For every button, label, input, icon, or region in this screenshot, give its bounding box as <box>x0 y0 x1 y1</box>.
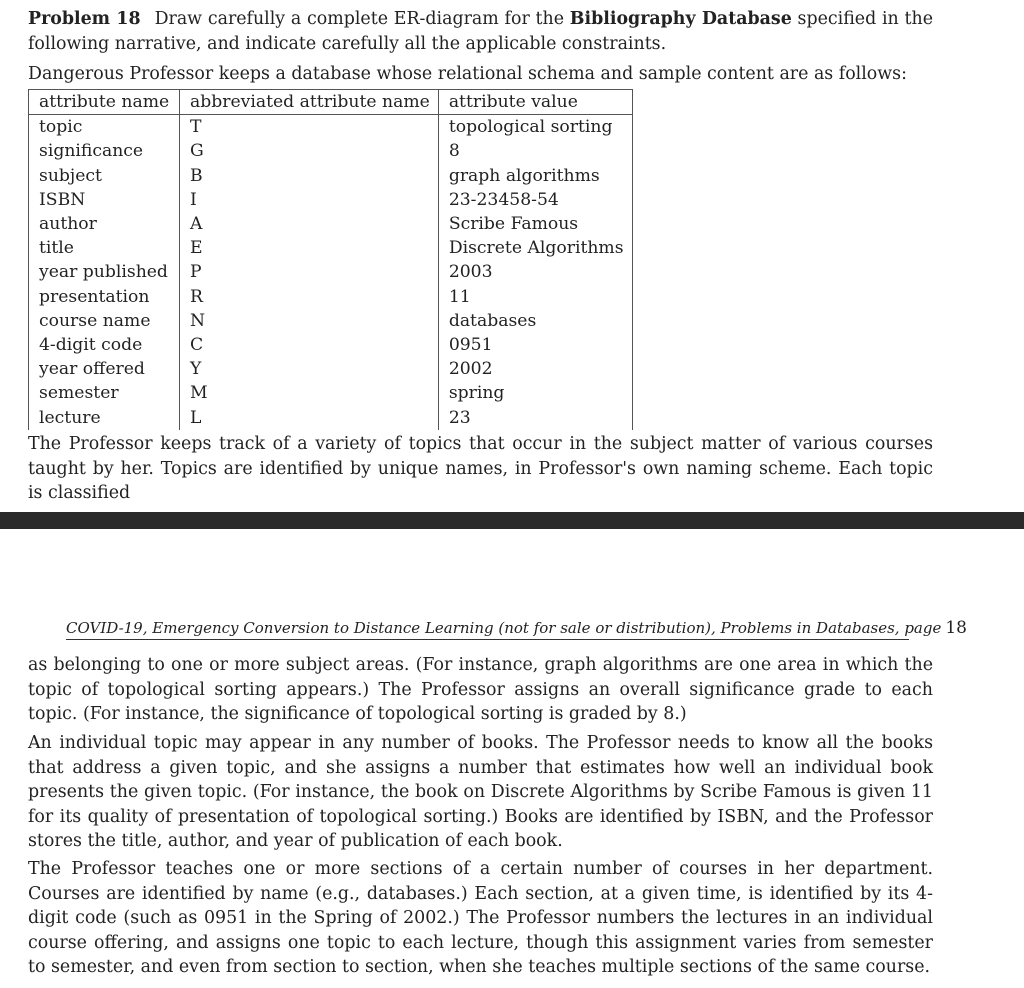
problem-label: Problem 18 <box>28 9 141 29</box>
narrative-top: The Professor keeps track of a variety of topics that occur in the subject matter of various courses taught by her. Topics are identified by unique names, in Professor's own naming scheme. Each topic is classified <box>28 434 933 503</box>
attribute-value: 8 <box>438 139 632 163</box>
attribute-name: lecture <box>29 406 180 430</box>
page-divider <box>0 512 1024 529</box>
paragraph-courses: The Professor teaches one or more sections of a certain number of courses in her department. Courses are identified by name (e.g., databases.) Each section, at a given time, is identified by its 4-digit code (such as 0951 in the Spring of 2002.) The Professor numbers the lectures in an individual course offering, and assigns one topic to each lecture, though this assignment varies from semester to semester, and even from section to section, when she teaches multiple sections of the same course. <box>28 859 933 977</box>
attribute-name: year published <box>29 260 180 284</box>
attribute-abbrev: Y <box>180 357 439 381</box>
attribute-abbrev: R <box>180 285 439 309</box>
attribute-abbrev: I <box>180 188 439 212</box>
schema-table <box>28 89 633 430</box>
attribute-value: graph algorithms <box>438 164 632 188</box>
attribute-value: 2002 <box>438 357 632 381</box>
table-row <box>29 139 633 163</box>
attribute-value: 2003 <box>438 260 632 284</box>
schema-header-row <box>29 90 633 115</box>
table-row <box>29 381 633 405</box>
header-attribute-name: attribute name <box>29 90 180 115</box>
attribute-abbrev: N <box>180 309 439 333</box>
page-number: 18 <box>945 618 967 638</box>
attribute-abbrev: G <box>180 139 439 163</box>
table-row <box>29 236 633 260</box>
attribute-name: topic <box>29 115 180 140</box>
attribute-abbrev: M <box>180 381 439 405</box>
paragraph-books: An individual topic may appear in any number of books. The Professor needs to know all the books that address a given topic, and she assigns a number that estimates how well an individual book presents the given topic. (For instance, the book on Discrete Algorithms by Scribe Famous is given 11 for its quality of presentation of topological sorting.) Books are identified by ISBN, and the Professor stores the title, author, and year of publication of each book. <box>28 733 933 851</box>
page-header <box>66 617 967 640</box>
problem-text-a: Draw carefully a complete <box>154 9 394 29</box>
attribute-value: 23-23458-54 <box>438 188 632 212</box>
problem-text-db: Bibliography Database <box>569 9 792 29</box>
attribute-name: course name <box>29 309 180 333</box>
table-row <box>29 260 633 284</box>
attribute-name: title <box>29 236 180 260</box>
attribute-name: 4-digit code <box>29 333 180 357</box>
header-abbreviated-name: abbreviated attribute name <box>180 90 439 115</box>
schema-body <box>29 115 633 430</box>
header-attribute-value: attribute value <box>438 90 632 115</box>
attribute-value: Discrete Algorithms <box>438 236 632 260</box>
attribute-abbrev: T <box>180 115 439 140</box>
attribute-value: 11 <box>438 285 632 309</box>
table-row <box>29 164 633 188</box>
attribute-value: spring <box>438 381 632 405</box>
attribute-name: ISBN <box>29 188 180 212</box>
table-row <box>29 309 633 333</box>
attribute-abbrev: L <box>180 406 439 430</box>
attribute-abbrev: B <box>180 164 439 188</box>
attribute-value: databases <box>438 309 632 333</box>
schema-intro: Dangerous Professor keeps a database whose relational schema and sample content are as follows: <box>28 64 907 84</box>
attribute-abbrev: P <box>180 260 439 284</box>
attribute-abbrev: C <box>180 333 439 357</box>
table-row <box>29 357 633 381</box>
table-row <box>29 115 633 140</box>
attribute-value: topological sorting <box>438 115 632 140</box>
problem-text-er: ER <box>393 9 420 29</box>
attribute-name: presentation <box>29 285 180 309</box>
problem-statement <box>28 7 933 56</box>
table-row <box>29 285 633 309</box>
attribute-name: significance <box>29 139 180 163</box>
attribute-name: semester <box>29 381 180 405</box>
attribute-name: subject <box>29 164 180 188</box>
table-row <box>29 406 633 430</box>
attribute-abbrev: A <box>180 212 439 236</box>
problem-text-c: specified in the following narrative, and indicate carefully all the applicable constraints. <box>28 9 933 54</box>
attribute-value: Scribe Famous <box>438 212 632 236</box>
table-row <box>29 333 633 357</box>
table-row <box>29 188 633 212</box>
attribute-name: year offered <box>29 357 180 381</box>
attribute-value: 23 <box>438 406 632 430</box>
page-bottom <box>0 529 1024 988</box>
table-row <box>29 212 633 236</box>
paragraph-subjects: as belonging to one or more subject areas. (For instance, graph algorithms are one area in which the topic of topological sorting appears.) The Professor assigns an overall significance grade to each topic. (For instance, the significance of topological sorting is graded by 8.) <box>28 655 933 724</box>
header-text: COVID-19, Emergency Conversion to Distance Learning (not for sale or distribution), Problems in Databases, page <box>66 619 942 637</box>
attribute-abbrev: E <box>180 236 439 260</box>
attribute-name: author <box>29 212 180 236</box>
attribute-value: 0951 <box>438 333 632 357</box>
problem-text-b: -diagram for the <box>419 9 570 29</box>
